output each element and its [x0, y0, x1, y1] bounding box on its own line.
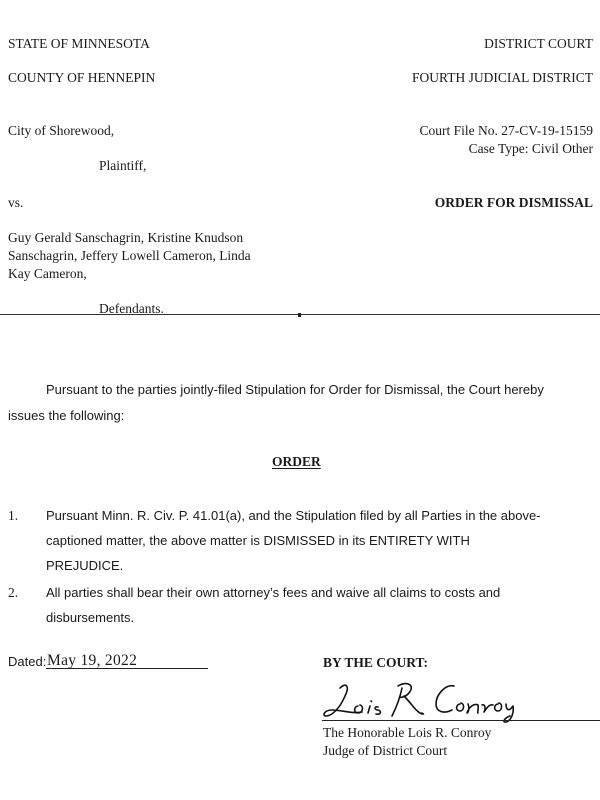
order-heading: ORDER [272, 454, 321, 469]
date-underline [46, 668, 208, 669]
dated-label: Dated: [8, 654, 47, 669]
intro-line-2: issues the following: [8, 408, 125, 423]
item-1-line-2: captioned matter, the above matter is DISMISSED in its ENTIRETY WITH [46, 533, 470, 548]
versus-label: vs. [8, 195, 24, 210]
judge-title: Judge of District Court [323, 743, 448, 758]
dated-value: May 19, 2022 [47, 652, 138, 669]
signature-line [322, 720, 600, 721]
item-1-line-3: PREJUDICE. [46, 558, 124, 573]
item-1-line-1: Pursuant Minn. R. Civ. P. 41.01(a), and the Stipulation filed by all Parties in the above- [46, 508, 541, 523]
item-2-line-1: All parties shall bear their own attorney’s fees and waive all claims to costs and [46, 585, 501, 600]
judge-signature [318, 676, 528, 724]
divider-mark [298, 313, 301, 317]
court-label: DISTRICT COURT [484, 36, 593, 51]
plaintiff-role: Plaintiff, [99, 158, 147, 173]
defendants-line-3: Kay Cameron, [8, 266, 87, 281]
county-label: COUNTY OF HENNEPIN [8, 70, 156, 85]
case-type: Case Type: Civil Other [468, 141, 593, 156]
item-2-line-2: disbursements. [46, 610, 135, 625]
defendants-role: Defendants. [99, 301, 164, 316]
defendants-line-1: Guy Gerald Sanschagrin, Kristine Knudson [8, 230, 244, 245]
plaintiff-name: City of Shorewood, [8, 123, 115, 138]
by-the-court: BY THE COURT: [323, 655, 429, 670]
intro-line-1: Pursuant to the parties jointly-filed Stipulation for Order for Dismissal, the Court hereby [46, 382, 544, 397]
judge-name: The Honorable Lois R. Conroy [323, 725, 492, 740]
defendants-line-2: Sanschagrin, Jeffery Lowell Cameron, Linda [8, 248, 251, 263]
item-number-2: 2. [8, 585, 19, 600]
document-title: ORDER FOR DISMISSAL [434, 195, 593, 210]
district-label: FOURTH JUDICIAL DISTRICT [412, 70, 593, 85]
court-file-number: Court File No. 27-CV-19-15159 [419, 123, 593, 138]
item-number-1: 1. [8, 508, 19, 523]
state-label: STATE OF MINNESOTA [8, 36, 150, 51]
